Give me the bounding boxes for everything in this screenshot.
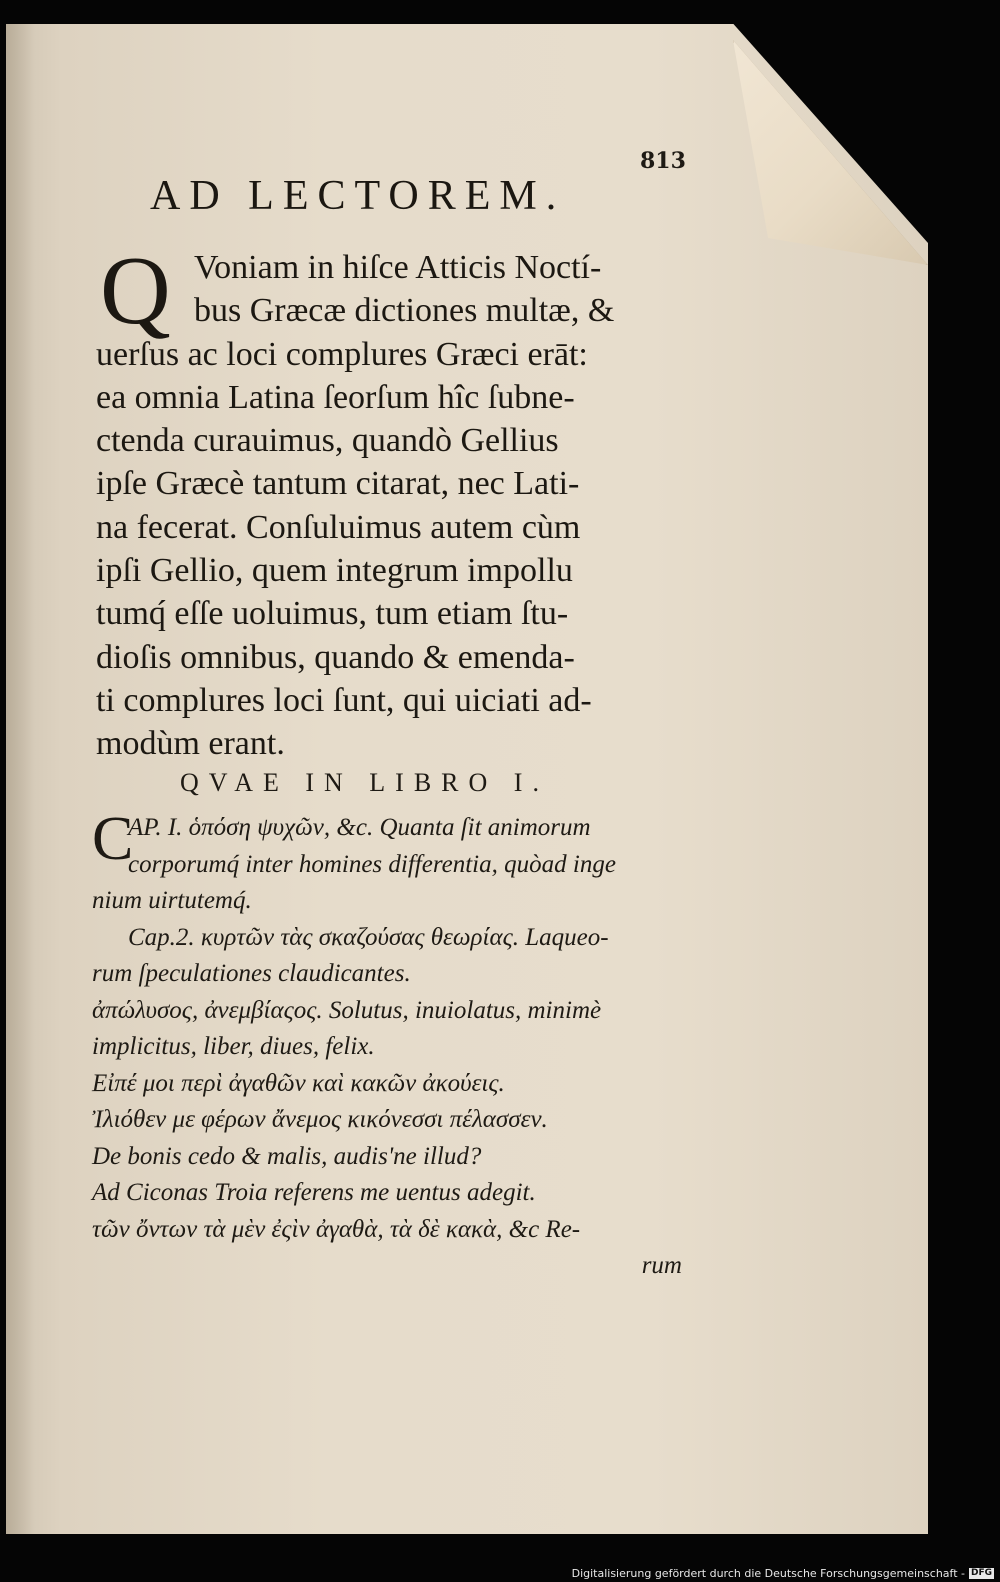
note-line: nium uirtutemq́. [92, 887, 252, 914]
page-heading: AD LECTOREM. [150, 173, 566, 219]
section-heading: QVAE IN LIBRO I. [180, 768, 549, 797]
note-line: Εἰπέ μοι περὶ ἀγαθῶν καὶ κακῶν ἀκούεις. [92, 1069, 505, 1097]
text-line: ipſe Græcè tantum citarat, nec Lati- [96, 465, 580, 503]
text-line: na fecerat. Conſuluimus autem cùm [96, 508, 581, 546]
text-line: uerſus ac loci complures Græci erāt: [96, 335, 588, 373]
note-line: Cap.2. κυρτῶν τὰς σκαζούσας θεωρίας. Laqueo- [128, 923, 609, 951]
text-line: Voniam in hiſce Atticis Noctí- [194, 249, 602, 286]
text-line: ipſi Gellio, quem integrum impollu [96, 552, 573, 590]
note-line: τῶν ὄντων τὰ μὲν ἐςὶν ἀγαθὰ, τὰ δὲ κακὰ, &c Re- [92, 1215, 581, 1243]
drop-capital: Q [100, 237, 171, 345]
note-line: ἀπώλυσος, ἀνεμβίαςος. Solutus, inuiolatus, minimè [92, 996, 602, 1024]
note-line: Ἰλιόθεν με φέρων ἄνεμος κικόνεσσι πέλασσεν. [92, 1106, 548, 1133]
text-line: ctenda curauimus, quandò Gellius [96, 422, 559, 460]
text-line: dioſis omnibus, quando & emenda- [96, 638, 575, 676]
note-line: Ad Ciconas Troia referens me uentus adegit. [92, 1179, 536, 1206]
digitization-footer [572, 1567, 994, 1580]
note-line: De bonis cedo & malis, audis'ne illud? [92, 1142, 482, 1170]
page-number: 813 [640, 148, 686, 174]
footer-text: Digitalisierung gefördert durch die Deutsche Forschungsgemeinschaft - [571, 1567, 965, 1580]
page-gutter-shadow [6, 24, 34, 1534]
dfg-logo: DFG [970, 1568, 992, 1578]
text-line: ti complures loci ſunt, qui uiciati ad- [96, 681, 592, 719]
drop-capital-small: C [92, 805, 134, 873]
note-line: implicitus, liber, diues, felix. [92, 1033, 375, 1060]
note-line: AP. I. ὁπόση ψυχῶν, &c. Quanta ſit animorum [128, 814, 591, 841]
text-line: tumq́ eſſe uoluimus, tum etiam ſtu- [96, 595, 569, 633]
note-line: rum ſpeculationes claudicantes. [92, 960, 411, 987]
text-line: ea omnia Latina ſeorſum hîc ſubne- [96, 378, 575, 416]
translation-notes [92, 805, 692, 1285]
preface-text [96, 246, 686, 766]
text-line: modùm erant. [96, 725, 285, 763]
text-line: bus Græcæ dictiones multæ, & [194, 292, 615, 330]
note-line: corporumq́ inter homines differentia, quòad inge [128, 850, 616, 878]
catchword: rum [641, 1252, 682, 1279]
